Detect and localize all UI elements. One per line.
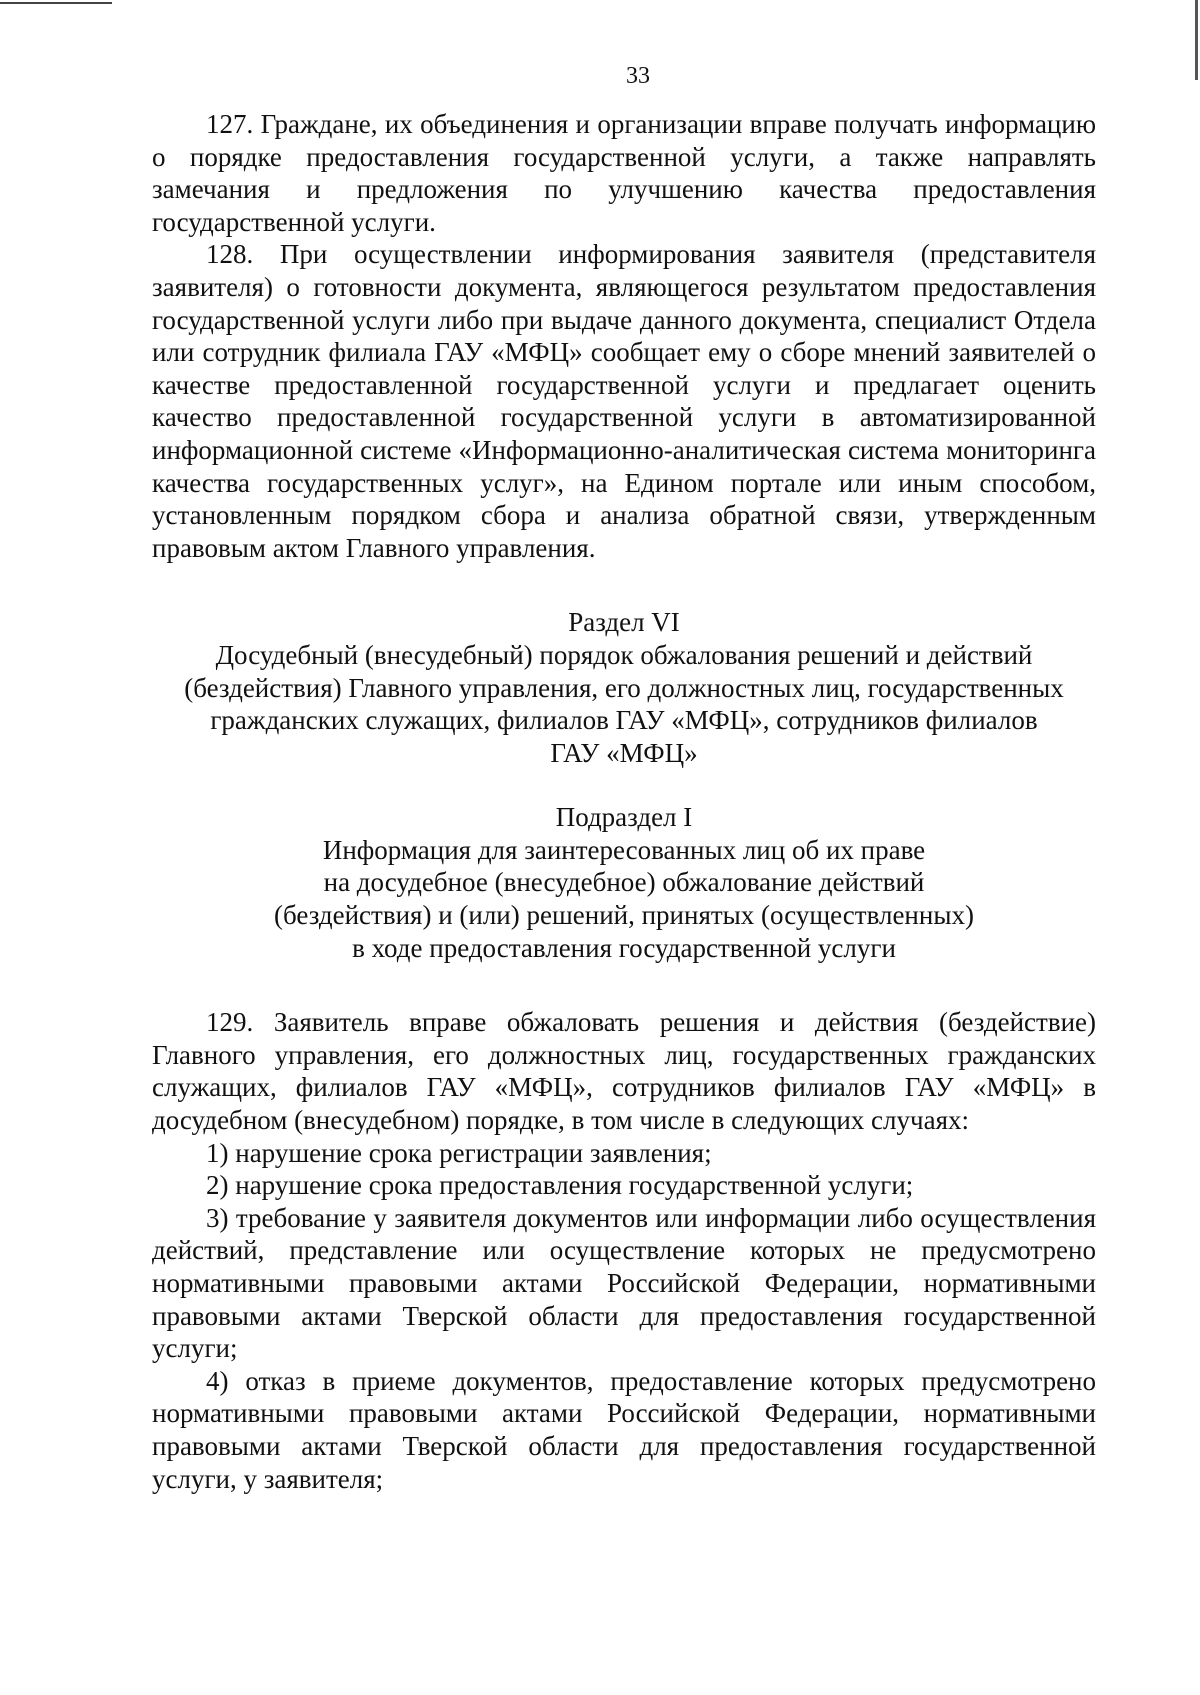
subsection-title-line: (бездействия) и (или) решений, принятых (осуществленных) [274, 900, 974, 931]
scan-edge-mark-right [1195, 0, 1198, 80]
subsection-heading [152, 801, 1096, 964]
section-title-line: Досудебный (внесудебный) порядок обжалования решений и действий [215, 639, 1033, 670]
document-page [152, 60, 1096, 1495]
scan-edge-mark-top [0, 2, 112, 4]
list-item-4: 4) отказ в приеме документов, предоставление которых предусмотрено нормативными правовыми актами Российской Федерации, нормативными правовыми актами Тверской области для предоставления государственной услуги, у заявителя; [152, 1365, 1096, 1494]
list-item-3: 3) требование у заявителя документов или информации либо осуществления действий, представление или осуществление которых не предусмотрено нормативными правовыми актами Российской Федерации, нормативными правовыми актами Тверской области для предоставления государственной услуги; [152, 1202, 1096, 1364]
section-title-line: (бездействия) Главного управления, его должностных лиц, государственных [184, 672, 1064, 703]
paragraph-129: 129. Заявитель вправе обжаловать решения и действия (бездействие) Главного управления, его должностных лиц, государственных гражданских служащих, филиалов ГАУ «МФЦ», сотрудников филиалов ГАУ «МФЦ» в досудебном (внесудебном) порядке, в том числе в следующих случаях: [152, 1007, 1096, 1136]
section-title-line: ГАУ «МФЦ» [550, 737, 698, 768]
page-number: 33 [626, 63, 650, 89]
section-heading [152, 606, 1096, 769]
paragraph-128: 128. При осуществлении информирования заявителя (представителя заявителя) о готовности документа, являющегося результатом предоставления государственной услуги либо при выдаче данного документа, специалист Отдела или сотрудник филиала ГАУ «МФЦ» сообщает ему о сборе мнений заявителей о качестве предоставленной государственной услуги и предлагает оценить качество предоставленной государственной услуги в автоматизированной информационной системе «Информационно-аналитическая система мониторинга качества государственных услуг», на Едином портале или иным способом, установленным порядком сбора и анализа обратной связи, утвержденным правовым актом Главного управления. [152, 239, 1096, 563]
paragraph-127: 127. Граждане, их объединения и организации вправе получать информацию о порядке предоставления государственной услуги, а также направлять замечания и предложения по улучшению качества предоставления государственной услуги. [152, 109, 1096, 237]
subsection-title-line: в ходе предоставления государственной услуги [352, 932, 896, 963]
section-label: Раздел VI [568, 607, 680, 638]
subsection-title [152, 834, 1096, 964]
subsection-title-line: Информация для заинтересованных лиц об их праве [322, 834, 926, 865]
section-title-line: гражданских служащих, филиалов ГАУ «МФЦ», сотрудников филиалов [210, 705, 1038, 736]
section-title [152, 639, 1096, 769]
list-item-2: 2) нарушение срока предоставления государственной услуги; [206, 1170, 914, 1201]
subsection-label: Подраздел I [555, 802, 693, 833]
list-item-1: 1) нарушение срока регистрации заявления; [206, 1137, 712, 1168]
subsection-title-line: на досудебное (внесудебное) обжалование действий [323, 867, 925, 898]
